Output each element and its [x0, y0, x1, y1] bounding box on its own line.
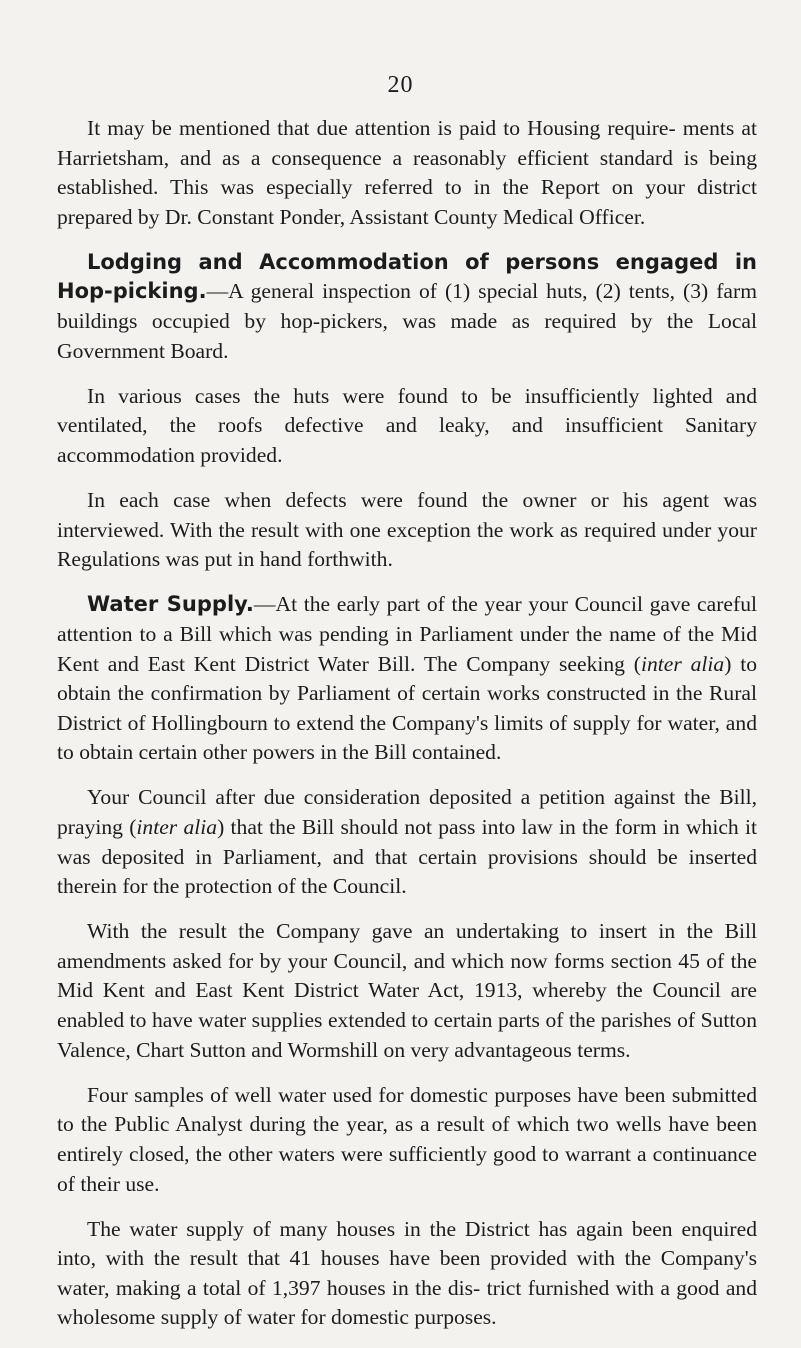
paragraph-water-supply-italic: inter alia	[640, 651, 725, 676]
paragraph-well-samples: Four samples of well water used for domestic purposes have been submitted to the Public Analyst during the year, as a result of which two wells have been entirely closed, the other waters were sufficiently good to warrant a continuance of their use.	[57, 1082, 757, 1196]
paragraph-petition-text-a: Your Council after due consideration deposited a petition against the Bill, praying (	[57, 785, 757, 839]
paragraph-petition	[57, 783, 757, 901]
paragraph-huts-defects: In various cases the huts were found to be insufficiently lighted and ventilated, the roofs defective and leaky, and insufficient Sanitary accommodation provided.	[57, 383, 757, 467]
paragraph-water-supply-text-a: —At the early part of the year your Council gave careful attention to a Bill which was pending in Parliament under the name of the Mid Kent and East Kent District Water Bill. The Company seeking (	[57, 592, 757, 676]
paragraph-petition-text-b: ) that the Bill should not pass into law in the form in which it was deposited in Parliament, and that certain provisions should be inserted therein for the protection of the Council.	[57, 814, 757, 899]
paragraph-houses-supplied: The water supply of many houses in the District has again been enquired into, with the result that 41 houses have been provided with the Company's water, making a total of 1,397 houses in the dis- trict furnished with a good and wholesome supply of water for domestic purposes.	[57, 1216, 757, 1330]
heading-hop-picking: Lodging and Accommodation of persons engaged in Hop-picking.	[57, 249, 757, 304]
paragraph-undertaking: With the result the Company gave an undertaking to insert in the Bill amendments asked for by your Council, and which now forms section 45 of the Mid Kent and East Kent District Water Act, 1913, whereby the Council are enabled to have water supplies extended to certain parts of the parishes of Sutton Valence, Chart Sutton and Wormshill on very advantageous terms.	[57, 919, 757, 1062]
paragraph-housing: It may be mentioned that due attention is paid to Housing require- ments at Harrietsham, and as a consequence a reasonably efficient standard is being established. This was especially referred to in the Report on your district prepared by Dr. Constant Ponder, Assistant County Medical Officer.	[57, 116, 757, 229]
paragraph-owners-interviewed: In each case when defects were found the owner or his agent was interviewed. With the result with one exception the work as required under your Regulations was put in hand forthwith.	[57, 488, 757, 572]
paragraph-hop-picking	[57, 248, 757, 366]
body-text	[57, 114, 757, 1348]
paragraph-water-supply-text-b: ) to obtain the confirmation by Parliament of certain works constructed in the Rural District of Hollingbourn to extend the Company's limits of supply for water, and to obtain certain other powers in the Bill contained.	[57, 651, 757, 765]
paragraph-petition-italic: inter alia	[136, 814, 218, 839]
paragraph-hop-picking-text: —A general inspection of (1) special huts, (2) tents, (3) farm buildings occupied by hop-pickers, was made as required by the Local Government Board.	[57, 279, 757, 363]
page-number: 20	[387, 72, 414, 98]
heading-water-supply: Water Supply.	[87, 592, 254, 617]
paragraph-water-supply	[57, 590, 757, 768]
